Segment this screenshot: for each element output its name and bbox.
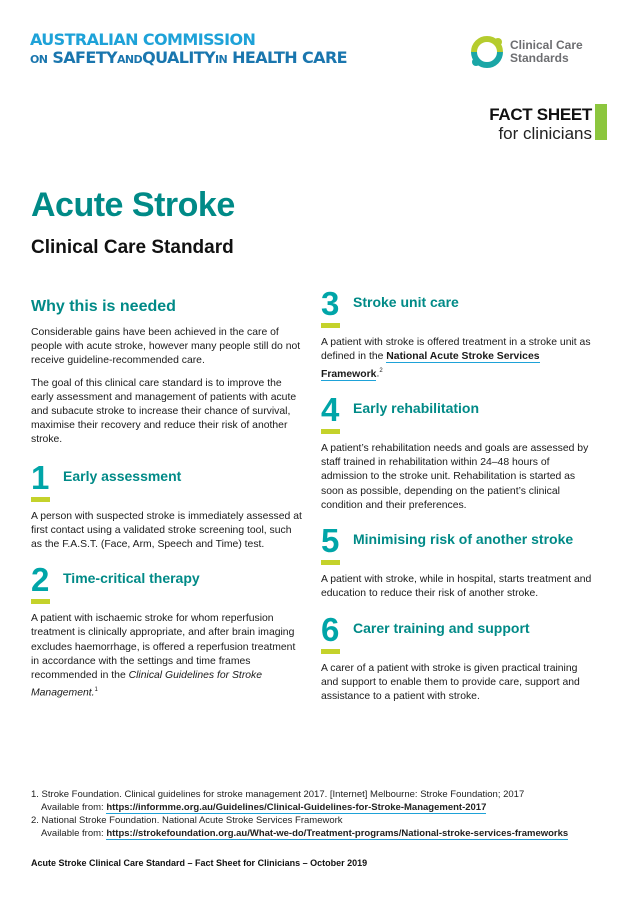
number-underline [31, 599, 50, 604]
standard-6 [321, 610, 593, 705]
standard-4 [321, 391, 593, 513]
org-word-in: IN [215, 53, 228, 66]
framework-link[interactable]: National Acute Stroke Services Framework [321, 351, 540, 380]
ccs-line1: Clinical Care [510, 38, 583, 52]
standard-text: A patient with stroke is offered treatment in a stroke unit as defined in the National Acute Stroke Services Framework.$^2$ [321, 337, 591, 380]
standard-text: A patient with stroke, while in hospital, starts treatment and education to reduce their risk of another stroke. [321, 574, 592, 600]
standard-text: A patient with ischaemic stroke for whom reperfusion treatment is clinically appropriate, and after brain imaging excludes haemorrhage, is offered a reperfusion treatment in accordance with the settings and time frames recommended in the Clinical Guidelines for Stroke Management.$^1$ [31, 613, 296, 699]
page-title: Acute Stroke [31, 186, 235, 224]
org-word-health: HEALTH CARE [232, 48, 348, 67]
org-word-on: ON [30, 53, 48, 66]
standard-title: Stroke unit care [353, 294, 459, 310]
left-column [31, 298, 303, 701]
standard-text: A person with suspected stroke is immediately assessed at first contact using a validated stroke screening tool, such as the F.A.S.T. (Face, Arm, Speech and Time) test. [31, 510, 302, 551]
standard-title: Carer training and support [353, 619, 530, 636]
standard-text: A patient’s rehabilitation needs and goals are assessed by staff trained in rehabilitation within 24–48 hours of admission to the stroke unit. Rehabilitation is started as soon as possible, depending on the patient’s clinical condition and their preferences. [321, 443, 589, 511]
number-underline [321, 429, 340, 434]
standard-number: 3 [321, 285, 340, 322]
number-underline [31, 497, 50, 502]
standard-5 [321, 522, 593, 601]
fact-sheet-audience: for clinicians [498, 124, 592, 143]
standard-title: Early assessment [63, 467, 182, 484]
number-underline [321, 323, 340, 328]
org-word-and: AND [117, 53, 143, 66]
standard-text: A carer of a patient with stroke is given practical training and support to enable them to provide care, support and assistance to a patient with stroke. [321, 662, 580, 702]
references: 1. Stroke Foundation. Clinical guidelines for stroke management 2017. [Internet] Melbourne: Stroke Foundation; 2017 Available from: https://informme.org.au/Guidelines/Clinical-Guidelines-for-Stroke-Management-2017 2. National Stroke Foundation. National Acute Stroke Services Framework Available from: https://strokefoundation.org.au/What-we-do/Treatment-programs/National-stroke-services-frameworks [31, 789, 569, 839]
standard-3 [321, 285, 593, 382]
commission-logo [30, 32, 347, 66]
reference-2-link[interactable]: https://strokefoundation.org.au/What-we-do/Treatment-programs/National-stroke-services-frameworks [106, 828, 569, 839]
standard-number: 4 [321, 391, 340, 429]
why-paragraph-2: The goal of this clinical care standard is to improve the early assessment and management of patients with acute and subacute stroke to increase their chance of survival, maximise their recovery and reduce their risk of another stroke. [31, 377, 297, 446]
guideline-citation: Clinical Guidelines for Stroke Management. [31, 670, 263, 699]
fact-sheet-title: FACT SHEET [489, 105, 592, 124]
org-name-line1: AUSTRALIAN COMMISSION [30, 30, 256, 49]
standard-number: 2 [31, 561, 50, 599]
standard-1 [31, 458, 303, 553]
standard-number: 5 [321, 522, 340, 560]
standard-title: Time-critical therapy [63, 570, 200, 587]
page-footer: Acute Stroke Clinical Care Standard – Fact Sheet for Clinicians – October 2019 [31, 858, 368, 868]
page-subtitle: Clinical Care Standard [31, 237, 234, 258]
reference-1: 1. Stroke Foundation. Clinical guidelines for stroke management 2017. [Internet] Melbourne: Stroke Foundation; 2017 [31, 789, 525, 800]
reference-2: 2. National Stroke Foundation. National Acute Stroke Services Framework [31, 815, 343, 826]
number-underline [321, 560, 340, 565]
fact-sheet-accent-bar [595, 104, 607, 140]
reference-1-link[interactable]: https://informme.org.au/Guidelines/Clinical-Guidelines-for-Stroke-Management-2017 [106, 802, 487, 813]
org-word-safety: SAFETY [52, 48, 118, 67]
standard-title: Minimising risk of another stroke [353, 531, 574, 548]
org-word-quality: QUALITY [142, 48, 216, 67]
org-name-line2 [30, 50, 347, 66]
ccs-line2: Standards [510, 51, 569, 65]
why-paragraph-1: Considerable gains have been achieved in the care of people with acute stroke, however many people still do not receive guideline-recommended care. [31, 327, 301, 367]
fact-sheet-label [489, 105, 592, 143]
clinical-care-standards-logo [470, 35, 583, 69]
why-heading: Why this is needed [31, 298, 176, 315]
standard-number: 6 [321, 610, 340, 648]
standard-number: 1 [31, 458, 50, 496]
standard-2 [31, 561, 303, 701]
number-underline [321, 649, 340, 654]
right-column [321, 285, 593, 704]
standard-title: Early rehabilitation [353, 400, 480, 417]
people-circle-icon [470, 35, 504, 69]
